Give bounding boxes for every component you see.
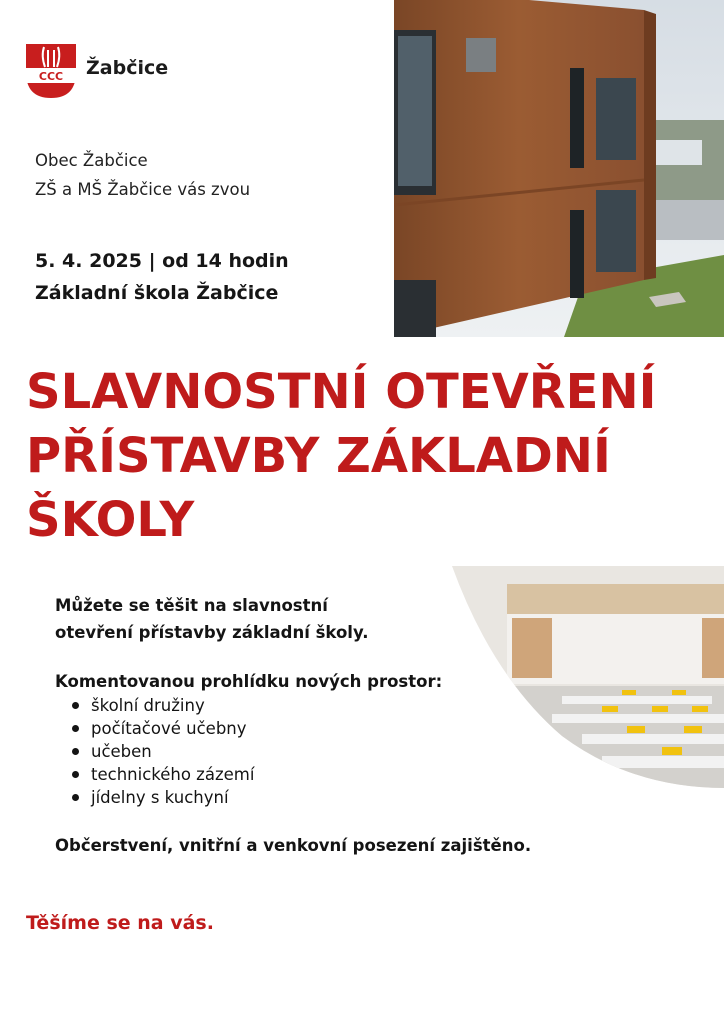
- title-line-1: SLAVNOSTNÍ OTEVŘENÍ: [26, 364, 657, 420]
- classroom-photo: [452, 566, 724, 788]
- bullet-icon: [72, 794, 79, 801]
- closing-greeting: Těšíme se na vás.: [26, 912, 214, 934]
- bullet-icon: [72, 725, 79, 732]
- tour-heading: Komentovanou prohlídku nových prostor:: [55, 672, 443, 691]
- event-datetime: 5. 4. 2025 | od 14 hodin: [35, 250, 289, 272]
- municipality-name: Žabčice: [86, 57, 169, 79]
- list-item: počítačové učebny: [55, 717, 442, 740]
- bullet-icon: [72, 702, 79, 709]
- organizer-schools: ZŠ a MŠ Žabčice vás zvou: [35, 180, 251, 199]
- school-building-photo: [394, 0, 724, 337]
- event-place: Základní škola Žabčice: [35, 282, 279, 304]
- details-lead: [55, 592, 442, 646]
- invitation-intro: [35, 146, 250, 204]
- event-title: [26, 360, 716, 552]
- lead-line-1: Můžete se těšit na slavnostní: [55, 596, 328, 615]
- municipal-coat-of-arms-logo: [26, 44, 76, 98]
- bullet-icon: [72, 748, 79, 755]
- bullet-icon: [72, 771, 79, 778]
- organizer-municipality: Obec Žabčice: [35, 151, 148, 170]
- title-line-3: ŠKOLY: [26, 492, 195, 548]
- title-line-2: PŘÍSTAVBY ZÁKLADNÍ: [26, 428, 611, 484]
- lead-line-2: otevření přístavby základní školy.: [55, 623, 369, 642]
- event-info: [35, 245, 289, 309]
- event-details: [55, 592, 442, 809]
- logo-text: CCC: [38, 70, 64, 83]
- tour-items-list: [55, 694, 442, 809]
- list-item: jídelny s kuchyní: [55, 786, 442, 809]
- refreshments-note: Občerstvení, vnitřní a venkovní posezení zajištěno.: [55, 836, 532, 855]
- list-item: technického zázemí: [55, 763, 442, 786]
- list-item: učeben: [55, 740, 442, 763]
- list-item: školní družiny: [55, 694, 442, 717]
